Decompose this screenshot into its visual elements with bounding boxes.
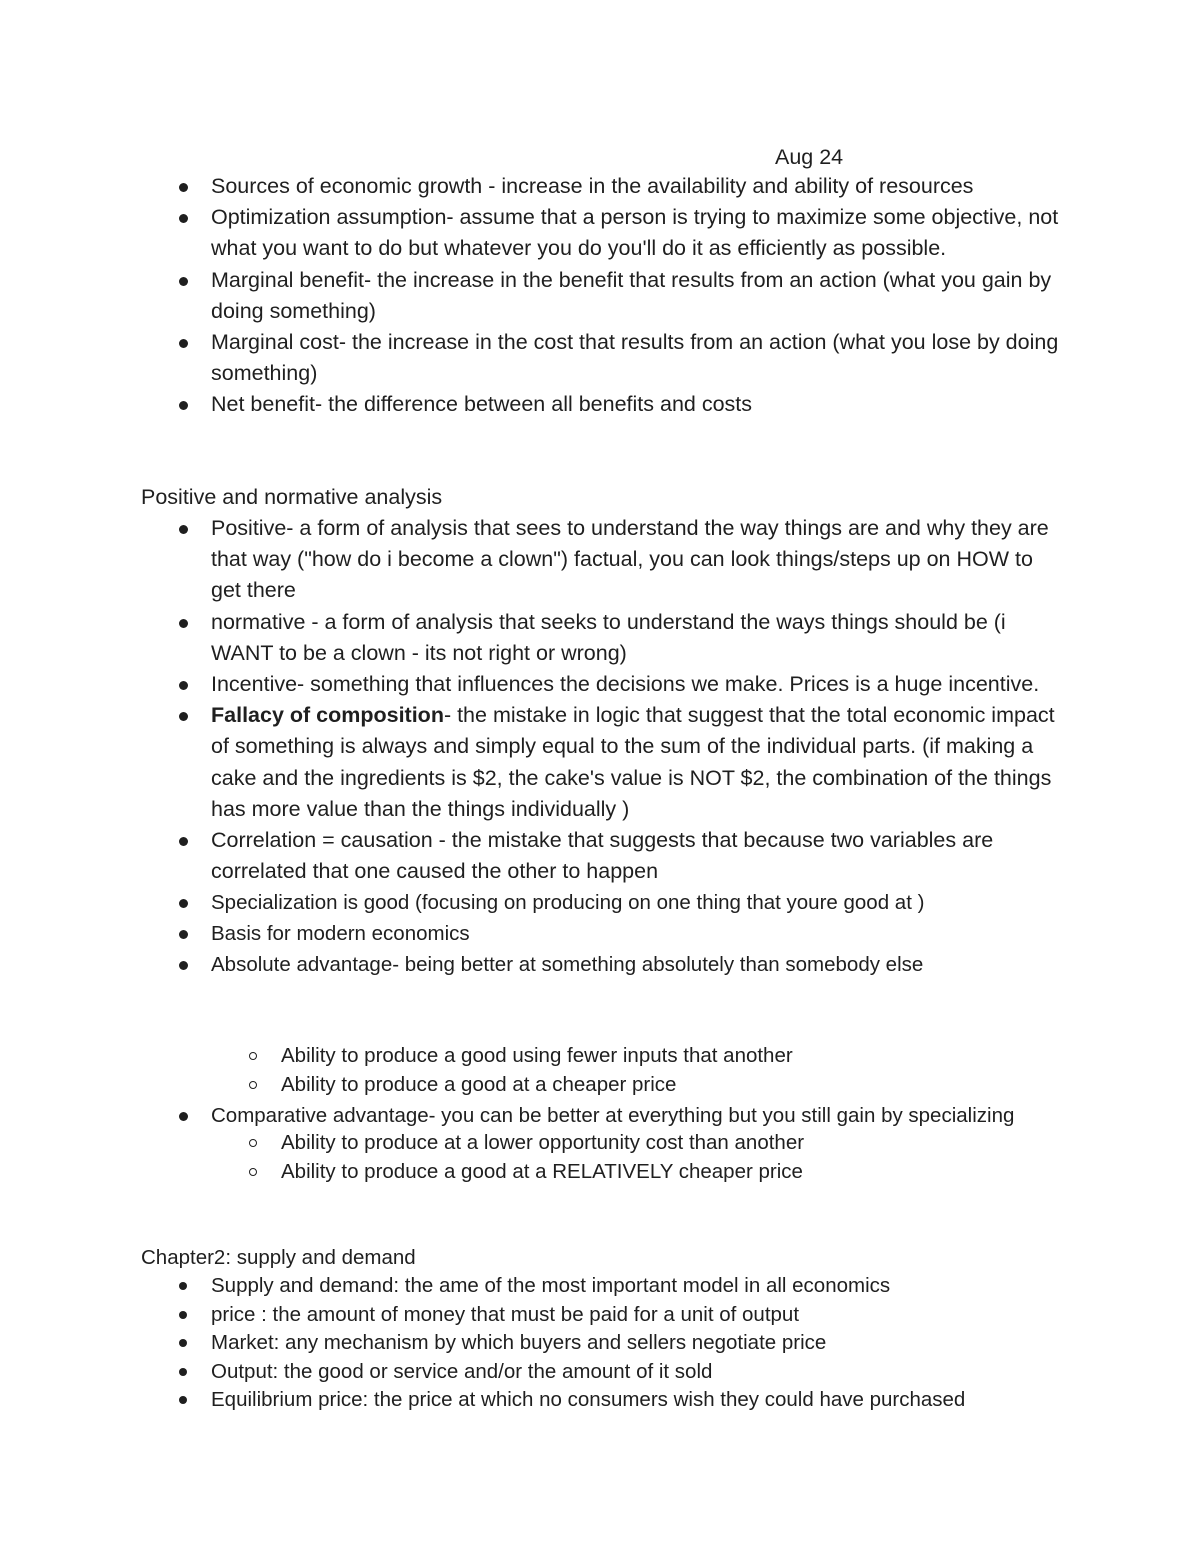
list-item-text: Positive- a form of analysis that sees to understand the way things are and why they are that way ("how do i become a clown") factual, you can look things/steps up on HOW to get there (211, 516, 1049, 603)
bullet-icon (179, 1339, 187, 1347)
sub-list-item-text: Ability to produce at a lower opportunity cost than another (281, 1131, 805, 1154)
bullet-icon (179, 681, 188, 690)
bullet-icon (179, 214, 188, 223)
bullet-icon (179, 899, 188, 908)
list-item-text: Marginal benefit- the increase in the benefit that results from an action (what you gain by doing something) (211, 267, 1052, 323)
list-item-text: price : the amount of money that must be paid for a unit of output (211, 1302, 800, 1326)
list-item-text: Market: any mechanism by which buyers and sellers negotiate price (211, 1331, 827, 1354)
list-item (0, 1100, 1061, 1131)
sub-list-item (0, 1129, 1081, 1158)
list-item-text: Incentive- something that influences the decisions we make. Prices is a huge incentive. (211, 672, 1040, 697)
list-item-text: Sources of economic growth - increase in the availability and ability of resources (211, 174, 974, 198)
sub-list-item (0, 1042, 1081, 1071)
list-item (0, 327, 1061, 389)
list-item (0, 1386, 1061, 1415)
list-item-text: Optimization assumption- assume that a person is trying to maximize some objective, not what you want to do but whatever you do you'll do it as efficiently as possible. (211, 205, 1059, 261)
bullet-icon (179, 525, 188, 534)
sub-list-item-text: Ability to produce a good using fewer inputs that another (281, 1044, 793, 1067)
list-item-text: Equilibrium price: the price at which no consumers wish they could have purchased (211, 1388, 966, 1411)
section-heading-chapter2: Chapter2: supply and demand (141, 1246, 416, 1269)
list-item (0, 265, 1061, 327)
bullet-icon (179, 619, 188, 628)
list-item-text: normative - a form of analysis that seeks to understand the ways things should be (i WANT to be a clown - its not right or wrong) (211, 609, 1006, 665)
section3-list (0, 1272, 1200, 1415)
bullet-icon (179, 1282, 187, 1290)
sub-list-item (0, 1071, 1081, 1100)
hollow-bullet-icon (249, 1139, 257, 1147)
bullet-icon (179, 930, 188, 939)
bullet-icon (179, 837, 188, 846)
list-item (0, 825, 1061, 887)
list-item (0, 669, 1061, 700)
list-item-text: Output: the good or service and/or the amount of it sold (211, 1359, 713, 1383)
list-item (0, 1272, 1061, 1301)
list-item-text: Marginal cost- the increase in the cost that results from an action (what you lose by doing something) (211, 330, 1059, 386)
list-item (0, 1301, 1061, 1330)
comparative-advantage-sublist (0, 1129, 1200, 1186)
bullet-icon (179, 1368, 187, 1376)
sub-list-item-text: Ability to produce a good at a cheaper price (281, 1072, 677, 1096)
list-item (0, 918, 1061, 949)
list-item (0, 202, 1061, 264)
list-item-text: Net benefit- the difference between all benefits and costs (211, 392, 753, 417)
sub-list-item-text: Ability to produce a good at a RELATIVELY cheaper price (281, 1159, 803, 1183)
hollow-bullet-icon (249, 1168, 257, 1176)
hollow-bullet-icon (249, 1081, 257, 1089)
fallacy-text: - the mistake in logic that suggest that the total economic impact of something is always and simply equal to the sum of the individual parts. (if making a cake and the ingredients is $2, the cake's value is NOT $2, the combination of the things has more value than the things individually ) (211, 703, 1055, 821)
bullet-icon (179, 961, 188, 970)
list-item (0, 171, 1061, 202)
list-item (0, 513, 1061, 607)
list-item-text: Specialization is good (focusing on producing on one thing that youre good at ) (211, 891, 925, 915)
bullet-icon (179, 1396, 187, 1404)
section2-list (0, 513, 1200, 980)
fallacy-term: Fallacy of composition (211, 703, 444, 728)
bullet-icon (179, 1112, 188, 1121)
hollow-bullet-icon (249, 1052, 257, 1060)
list-item (0, 1358, 1061, 1387)
section1-list (0, 171, 1200, 421)
list-item-text: Comparative advantage- you can be better at everything but you still gain by specializing (211, 1104, 1015, 1127)
bullet-icon (179, 277, 188, 286)
list-item-text: Supply and demand: the ame of the most important model in all economics (211, 1274, 891, 1297)
bullet-icon (179, 712, 188, 721)
list-item-fallacy (0, 700, 1061, 825)
list-item-text: Correlation = causation - the mistake that suggests that because two variables are correlated that one caused the other to happen (211, 828, 994, 884)
bullet-icon (179, 183, 188, 192)
comparative-advantage-list (0, 1100, 1200, 1131)
list-item-text: Absolute advantage- being better at something absolutely than somebody else (211, 953, 924, 977)
sub-list-item (0, 1158, 1081, 1187)
section-heading-positive-normative: Positive and normative analysis (141, 485, 443, 509)
list-item (0, 949, 1061, 980)
bullet-icon (179, 1311, 187, 1319)
date-heading: Aug 24 (775, 145, 844, 169)
list-item (0, 887, 1061, 918)
list-item (0, 1329, 1061, 1358)
list-item (0, 389, 1061, 420)
list-item (0, 607, 1061, 669)
list-item-text: Basis for modern economics (211, 922, 470, 946)
bullet-icon (179, 339, 188, 348)
absolute-advantage-sublist (0, 1042, 1200, 1099)
bullet-icon (179, 401, 188, 410)
